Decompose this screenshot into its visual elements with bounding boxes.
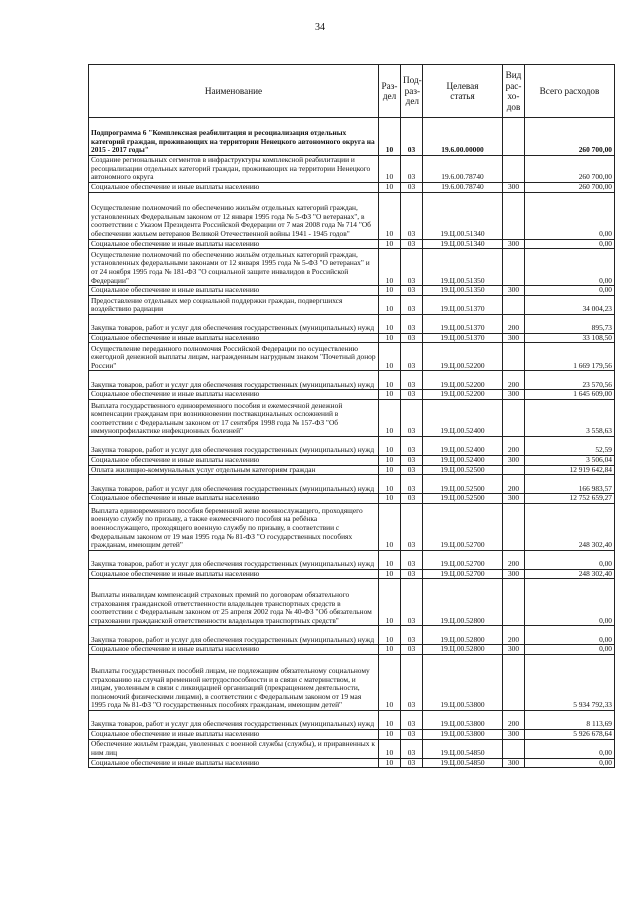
cell-celevaya: 19.Ц.00.52700 bbox=[423, 569, 503, 579]
cell-razdel: 10 bbox=[379, 739, 401, 758]
cell-podrazdel: 03 bbox=[401, 183, 423, 193]
cell-vid bbox=[503, 118, 525, 156]
cell-total: 1 669 179,56 bbox=[525, 343, 615, 371]
cell-name: Закупка товаров, работ и услуг для обеспечения государственных (муниципальных) нужд bbox=[89, 710, 379, 729]
cell-total: 0,00 bbox=[525, 550, 615, 569]
table-row bbox=[89, 343, 615, 371]
cell-celevaya: 19.Ц.00.51350 bbox=[423, 286, 503, 296]
cell-vid: 200 bbox=[503, 550, 525, 569]
cell-razdel: 10 bbox=[379, 503, 401, 550]
cell-celevaya: 19.Ц.00.54850 bbox=[423, 758, 503, 768]
table-row bbox=[89, 654, 615, 710]
cell-total: 34 004,23 bbox=[525, 295, 615, 314]
cell-razdel: 10 bbox=[379, 626, 401, 645]
cell-name: Социальное обеспечение и иные выплаты населению bbox=[89, 239, 379, 249]
cell-celevaya: 19.Ц.00.52400 bbox=[423, 399, 503, 436]
cell-razdel: 10 bbox=[379, 645, 401, 655]
cell-name: Закупка товаров, работ и услуг для обеспечения государственных (муниципальных) нужд bbox=[89, 436, 379, 455]
table-row bbox=[89, 249, 615, 286]
cell-celevaya: 19.Ц.00.54850 bbox=[423, 739, 503, 758]
cell-podrazdel: 03 bbox=[401, 494, 423, 504]
cell-celevaya: 19.6.00.78740 bbox=[423, 183, 503, 193]
cell-celevaya: 19.Ц.00.51370 bbox=[423, 295, 503, 314]
cell-vid bbox=[503, 192, 525, 239]
cell-razdel: 10 bbox=[379, 710, 401, 729]
cell-celevaya: 19.Ц.00.52500 bbox=[423, 475, 503, 494]
cell-podrazdel: 03 bbox=[401, 399, 423, 436]
cell-celevaya: 19.Ц.00.52400 bbox=[423, 436, 503, 455]
cell-total: 3 506,04 bbox=[525, 455, 615, 465]
cell-vid: 300 bbox=[503, 729, 525, 739]
cell-podrazdel: 03 bbox=[401, 710, 423, 729]
cell-razdel: 10 bbox=[379, 343, 401, 371]
cell-total: 1 645 609,00 bbox=[525, 390, 615, 400]
cell-podrazdel: 03 bbox=[401, 390, 423, 400]
cell-total: 0,00 bbox=[525, 626, 615, 645]
cell-podrazdel: 03 bbox=[401, 739, 423, 758]
table-row bbox=[89, 314, 615, 333]
cell-total: 52,59 bbox=[525, 436, 615, 455]
cell-name: Подпрограмма 6 "Комплексная реабилитация и ресоциализация отдельных категорий граждан, проживающих на территории Ненецкого автономного округа на 2015 - 2017 годы" bbox=[89, 118, 379, 156]
cell-podrazdel: 03 bbox=[401, 371, 423, 390]
header-celevaya bbox=[423, 65, 503, 118]
cell-total: 0,00 bbox=[525, 192, 615, 239]
cell-razdel: 10 bbox=[379, 399, 401, 436]
cell-razdel: 10 bbox=[379, 494, 401, 504]
cell-podrazdel: 03 bbox=[401, 729, 423, 739]
table-row bbox=[89, 503, 615, 550]
cell-razdel: 10 bbox=[379, 295, 401, 314]
header-name: Наименование bbox=[89, 65, 379, 118]
cell-podrazdel: 03 bbox=[401, 579, 423, 626]
cell-celevaya: 19.Ц.00.52700 bbox=[423, 503, 503, 550]
cell-razdel: 10 bbox=[379, 183, 401, 193]
cell-podrazdel: 03 bbox=[401, 286, 423, 296]
table-row bbox=[89, 465, 615, 475]
cell-name: Выплаты государственных пособий лицам, не подлежащим обязательному социальному страхованию на случай временной нетрудоспособности и в связи с материнством, и лицам, уволенным в связи с ликвидацией организаций (прекращением деятельности, полномочий физическими лицами), в соответствии с Федеральным законом от 19 мая 1995 года № 81-ФЗ "О государственных пособиях гражданам, имеющим детей" bbox=[89, 654, 379, 710]
cell-name: Обеспечение жильём граждан, уволенных с военной службы (службы), и приравненных к ним лиц bbox=[89, 739, 379, 758]
cell-name: Создание региональных сегментов в инфраструктуры комплексной реабилитации и ресоциализации отдельных категорий граждан, проживающих на территории Ненецкого автономного округа bbox=[89, 156, 379, 183]
cell-name: Социальное обеспечение и иные выплаты населению bbox=[89, 494, 379, 504]
cell-name: Закупка товаров, работ и услуг для обеспечения государственных (муниципальных) нужд bbox=[89, 626, 379, 645]
cell-razdel: 10 bbox=[379, 475, 401, 494]
cell-celevaya: 19.Ц.00.52800 bbox=[423, 645, 503, 655]
table-row bbox=[89, 729, 615, 739]
cell-podrazdel: 03 bbox=[401, 569, 423, 579]
cell-total: 33 108,50 bbox=[525, 333, 615, 343]
cell-total: 0,00 bbox=[525, 739, 615, 758]
cell-celevaya: 19.Ц.00.52800 bbox=[423, 626, 503, 645]
header-podrazdel bbox=[401, 65, 423, 118]
cell-podrazdel: 03 bbox=[401, 295, 423, 314]
cell-name: Выплаты инвалидам компенсаций страховых премий по договорам обязательного страхования гражданской ответственности владельцев транспортных средств в соответствии с Федеральным законом от 25 апреля 2002 года № 40-ФЗ "Об обязательном страховании гражданской ответственности владельцев транспортных средств" bbox=[89, 579, 379, 626]
cell-celevaya: 19.Ц.00.52200 bbox=[423, 371, 503, 390]
budget-table bbox=[88, 64, 615, 768]
cell-podrazdel: 03 bbox=[401, 333, 423, 343]
cell-total: 0,00 bbox=[525, 758, 615, 768]
cell-name: Закупка товаров, работ и услуг для обеспечения государственных (муниципальных) нужд bbox=[89, 475, 379, 494]
cell-name: Социальное обеспечение и иные выплаты населению bbox=[89, 569, 379, 579]
cell-vid: 300 bbox=[503, 645, 525, 655]
cell-name: Социальное обеспечение и иные выплаты населению bbox=[89, 455, 379, 465]
cell-podrazdel: 03 bbox=[401, 249, 423, 286]
cell-vid: 300 bbox=[503, 286, 525, 296]
table-row bbox=[89, 436, 615, 455]
cell-total: 260 700,00 bbox=[525, 156, 615, 183]
table-row bbox=[89, 569, 615, 579]
cell-podrazdel: 03 bbox=[401, 192, 423, 239]
cell-vid: 300 bbox=[503, 333, 525, 343]
cell-celevaya: 19.Ц.00.52800 bbox=[423, 579, 503, 626]
cell-podrazdel: 03 bbox=[401, 239, 423, 249]
cell-total: 260 700,00 bbox=[525, 118, 615, 156]
cell-podrazdel: 03 bbox=[401, 654, 423, 710]
cell-vid bbox=[503, 739, 525, 758]
table-body bbox=[89, 118, 615, 768]
cell-vid bbox=[503, 654, 525, 710]
cell-razdel: 10 bbox=[379, 239, 401, 249]
cell-podrazdel: 03 bbox=[401, 314, 423, 333]
cell-razdel: 10 bbox=[379, 550, 401, 569]
cell-name: Социальное обеспечение и иные выплаты населению bbox=[89, 645, 379, 655]
cell-total: 248 302,40 bbox=[525, 569, 615, 579]
cell-vid bbox=[503, 503, 525, 550]
cell-celevaya: 19.Ц.00.51340 bbox=[423, 239, 503, 249]
cell-total: 260 700,00 bbox=[525, 183, 615, 193]
cell-vid bbox=[503, 249, 525, 286]
page-number: 34 bbox=[315, 22, 325, 33]
cell-razdel: 10 bbox=[379, 118, 401, 156]
cell-celevaya: 19.Ц.00.53800 bbox=[423, 654, 503, 710]
table-row bbox=[89, 239, 615, 249]
cell-razdel: 10 bbox=[379, 286, 401, 296]
cell-podrazdel: 03 bbox=[401, 436, 423, 455]
cell-razdel: 10 bbox=[379, 249, 401, 286]
table-row bbox=[89, 645, 615, 655]
cell-celevaya: 19.Ц.00.52500 bbox=[423, 494, 503, 504]
cell-razdel: 10 bbox=[379, 455, 401, 465]
cell-vid: 200 bbox=[503, 436, 525, 455]
cell-razdel: 10 bbox=[379, 156, 401, 183]
cell-vid: 200 bbox=[503, 626, 525, 645]
cell-total: 3 558,63 bbox=[525, 399, 615, 436]
cell-celevaya: 19.6.00.00000 bbox=[423, 118, 503, 156]
cell-total: 0,00 bbox=[525, 579, 615, 626]
cell-razdel: 10 bbox=[379, 390, 401, 400]
cell-podrazdel: 03 bbox=[401, 503, 423, 550]
cell-podrazdel: 03 bbox=[401, 455, 423, 465]
table-row bbox=[89, 494, 615, 504]
cell-vid: 200 bbox=[503, 314, 525, 333]
cell-razdel: 10 bbox=[379, 371, 401, 390]
cell-total: 5 926 678,64 bbox=[525, 729, 615, 739]
cell-razdel: 10 bbox=[379, 729, 401, 739]
table-row bbox=[89, 192, 615, 239]
cell-vid: 200 bbox=[503, 710, 525, 729]
header-razdel bbox=[379, 65, 401, 118]
table-row bbox=[89, 333, 615, 343]
cell-razdel: 10 bbox=[379, 436, 401, 455]
table-row bbox=[89, 390, 615, 400]
cell-total: 12 752 659,27 bbox=[525, 494, 615, 504]
table-row bbox=[89, 475, 615, 494]
table-row bbox=[89, 286, 615, 296]
cell-vid: 300 bbox=[503, 239, 525, 249]
table-row bbox=[89, 371, 615, 390]
cell-name: Предоставление отдельных мер социальной поддержки граждан, подвергшихся воздействию радиации bbox=[89, 295, 379, 314]
cell-celevaya: 19.Ц.00.51340 bbox=[423, 192, 503, 239]
cell-razdel: 10 bbox=[379, 758, 401, 768]
table-row bbox=[89, 626, 615, 645]
table-row bbox=[89, 399, 615, 436]
cell-razdel: 10 bbox=[379, 333, 401, 343]
cell-vid: 300 bbox=[503, 758, 525, 768]
cell-total: 0,00 bbox=[525, 645, 615, 655]
cell-total: 895,73 bbox=[525, 314, 615, 333]
cell-podrazdel: 03 bbox=[401, 475, 423, 494]
cell-total: 0,00 bbox=[525, 249, 615, 286]
cell-total: 166 983,57 bbox=[525, 475, 615, 494]
cell-celevaya: 19.Ц.00.53800 bbox=[423, 710, 503, 729]
cell-celevaya: 19.Ц.00.51350 bbox=[423, 249, 503, 286]
cell-total: 5 934 792,33 bbox=[525, 654, 615, 710]
cell-celevaya: 19.Ц.00.51370 bbox=[423, 314, 503, 333]
cell-celevaya: 19.6.00.78740 bbox=[423, 156, 503, 183]
cell-total: 12 919 642,84 bbox=[525, 465, 615, 475]
cell-vid: 200 bbox=[503, 371, 525, 390]
cell-name: Выплата государственного единовременного пособия и ежемесячной денежной компенсации гражданам при возникновении поствакцинальных осложнений в соответствии с Федеральным законом от 17 сентября 1998 года № 157-ФЗ "Об иммунопрофилактике инфекционных болезней" bbox=[89, 399, 379, 436]
header-total: Всего расходов bbox=[525, 65, 615, 118]
cell-vid: 300 bbox=[503, 390, 525, 400]
cell-razdel: 10 bbox=[379, 569, 401, 579]
cell-celevaya: 19.Ц.00.52400 bbox=[423, 455, 503, 465]
cell-podrazdel: 03 bbox=[401, 465, 423, 475]
cell-vid bbox=[503, 295, 525, 314]
cell-vid: 300 bbox=[503, 455, 525, 465]
table-row bbox=[89, 183, 615, 193]
cell-vid: 300 bbox=[503, 569, 525, 579]
table-row bbox=[89, 758, 615, 768]
cell-vid bbox=[503, 579, 525, 626]
cell-vid bbox=[503, 156, 525, 183]
cell-name: Осуществление полномочий по обеспечению жильём отдельных категорий граждан, установленных Федеральным законом от 12 января 1995 года № 5-ФЗ "О ветеранах", в соответствии с Указом Президента Российской Федерации от 7 мая 2008 года № 714 "Об обеспечении жильем ветеранов Великой Отечественной войны 1941 - 1945 годов" bbox=[89, 192, 379, 239]
cell-name: Социальное обеспечение и иные выплаты населению bbox=[89, 183, 379, 193]
header-vid bbox=[503, 65, 525, 118]
cell-podrazdel: 03 bbox=[401, 156, 423, 183]
cell-celevaya: 19.Ц.00.52200 bbox=[423, 390, 503, 400]
cell-razdel: 10 bbox=[379, 192, 401, 239]
cell-celevaya: 19.Ц.00.52200 bbox=[423, 343, 503, 371]
cell-vid: 200 bbox=[503, 475, 525, 494]
cell-total: 0,00 bbox=[525, 239, 615, 249]
cell-razdel: 10 bbox=[379, 314, 401, 333]
cell-name: Закупка товаров, работ и услуг для обеспечения государственных (муниципальных) нужд bbox=[89, 550, 379, 569]
cell-celevaya: 19.Ц.00.52700 bbox=[423, 550, 503, 569]
cell-name: Социальное обеспечение и иные выплаты населению bbox=[89, 333, 379, 343]
table-row bbox=[89, 156, 615, 183]
cell-name: Выплата единовременного пособия беременной жене военнослужащего, проходящего военную службу по призыву, а также ежемесячного пособия на ребёнка военнослужащего, проходящего военную службу по призыву, в соответствии с Федеральным законом от 19 мая 1995 года № 81-ФЗ "О государственных пособиях гражданам, имеющим детей" bbox=[89, 503, 379, 550]
table-row bbox=[89, 118, 615, 156]
cell-podrazdel: 03 bbox=[401, 626, 423, 645]
cell-razdel: 10 bbox=[379, 465, 401, 475]
cell-name: Оплата жилищно-коммунальных услуг отдельным категориям граждан bbox=[89, 465, 379, 475]
cell-vid bbox=[503, 343, 525, 371]
cell-podrazdel: 03 bbox=[401, 550, 423, 569]
cell-name: Социальное обеспечение и иные выплаты населению bbox=[89, 390, 379, 400]
cell-name: Осуществление переданного полномочия Российской Федерации по осуществлению ежегодной денежной выплаты лицам, награжденным нагрудным знаком "Почетный донор России" bbox=[89, 343, 379, 371]
cell-name: Закупка товаров, работ и услуг для обеспечения государственных (муниципальных) нужд bbox=[89, 371, 379, 390]
cell-razdel: 10 bbox=[379, 579, 401, 626]
cell-vid bbox=[503, 465, 525, 475]
table-row bbox=[89, 579, 615, 626]
header-vid-text: Вид рас- хо- дов bbox=[505, 70, 522, 112]
cell-name: Закупка товаров, работ и услуг для обеспечения государственных (муниципальных) нужд bbox=[89, 314, 379, 333]
cell-name: Осуществление полномочий по обеспечению жильём отдельных категорий граждан, установленных федеральными законами от 12 января 1995 года № 5-ФЗ "О ветеранах" и от 24 ноября 1995 года № 181-ФЗ "О социальной защите инвалидов в Российской Федерации" bbox=[89, 249, 379, 286]
cell-podrazdel: 03 bbox=[401, 758, 423, 768]
cell-name: Социальное обеспечение и иные выплаты населению bbox=[89, 729, 379, 739]
table-row bbox=[89, 710, 615, 729]
cell-vid: 300 bbox=[503, 183, 525, 193]
cell-podrazdel: 03 bbox=[401, 645, 423, 655]
cell-celevaya: 19.Ц.00.53800 bbox=[423, 729, 503, 739]
table-row bbox=[89, 550, 615, 569]
table-row bbox=[89, 295, 615, 314]
cell-total: 23 570,56 bbox=[525, 371, 615, 390]
header-celevaya-text: Целевая статья bbox=[446, 80, 479, 101]
header-razdel-text: Раз- дел bbox=[381, 80, 398, 101]
cell-total: 248 302,40 bbox=[525, 503, 615, 550]
header-podrazdel-text: Под- раз- дел bbox=[403, 75, 422, 107]
cell-total: 0,00 bbox=[525, 286, 615, 296]
cell-vid bbox=[503, 399, 525, 436]
table-row bbox=[89, 455, 615, 465]
cell-name: Социальное обеспечение и иные выплаты населению bbox=[89, 758, 379, 768]
cell-celevaya: 19.Ц.00.52500 bbox=[423, 465, 503, 475]
table-header-row bbox=[89, 65, 615, 118]
cell-vid: 300 bbox=[503, 494, 525, 504]
cell-podrazdel: 03 bbox=[401, 118, 423, 156]
cell-name: Социальное обеспечение и иные выплаты населению bbox=[89, 286, 379, 296]
cell-total: 8 113,69 bbox=[525, 710, 615, 729]
cell-razdel: 10 bbox=[379, 654, 401, 710]
cell-podrazdel: 03 bbox=[401, 343, 423, 371]
table-row bbox=[89, 739, 615, 758]
cell-celevaya: 19.Ц.00.51370 bbox=[423, 333, 503, 343]
